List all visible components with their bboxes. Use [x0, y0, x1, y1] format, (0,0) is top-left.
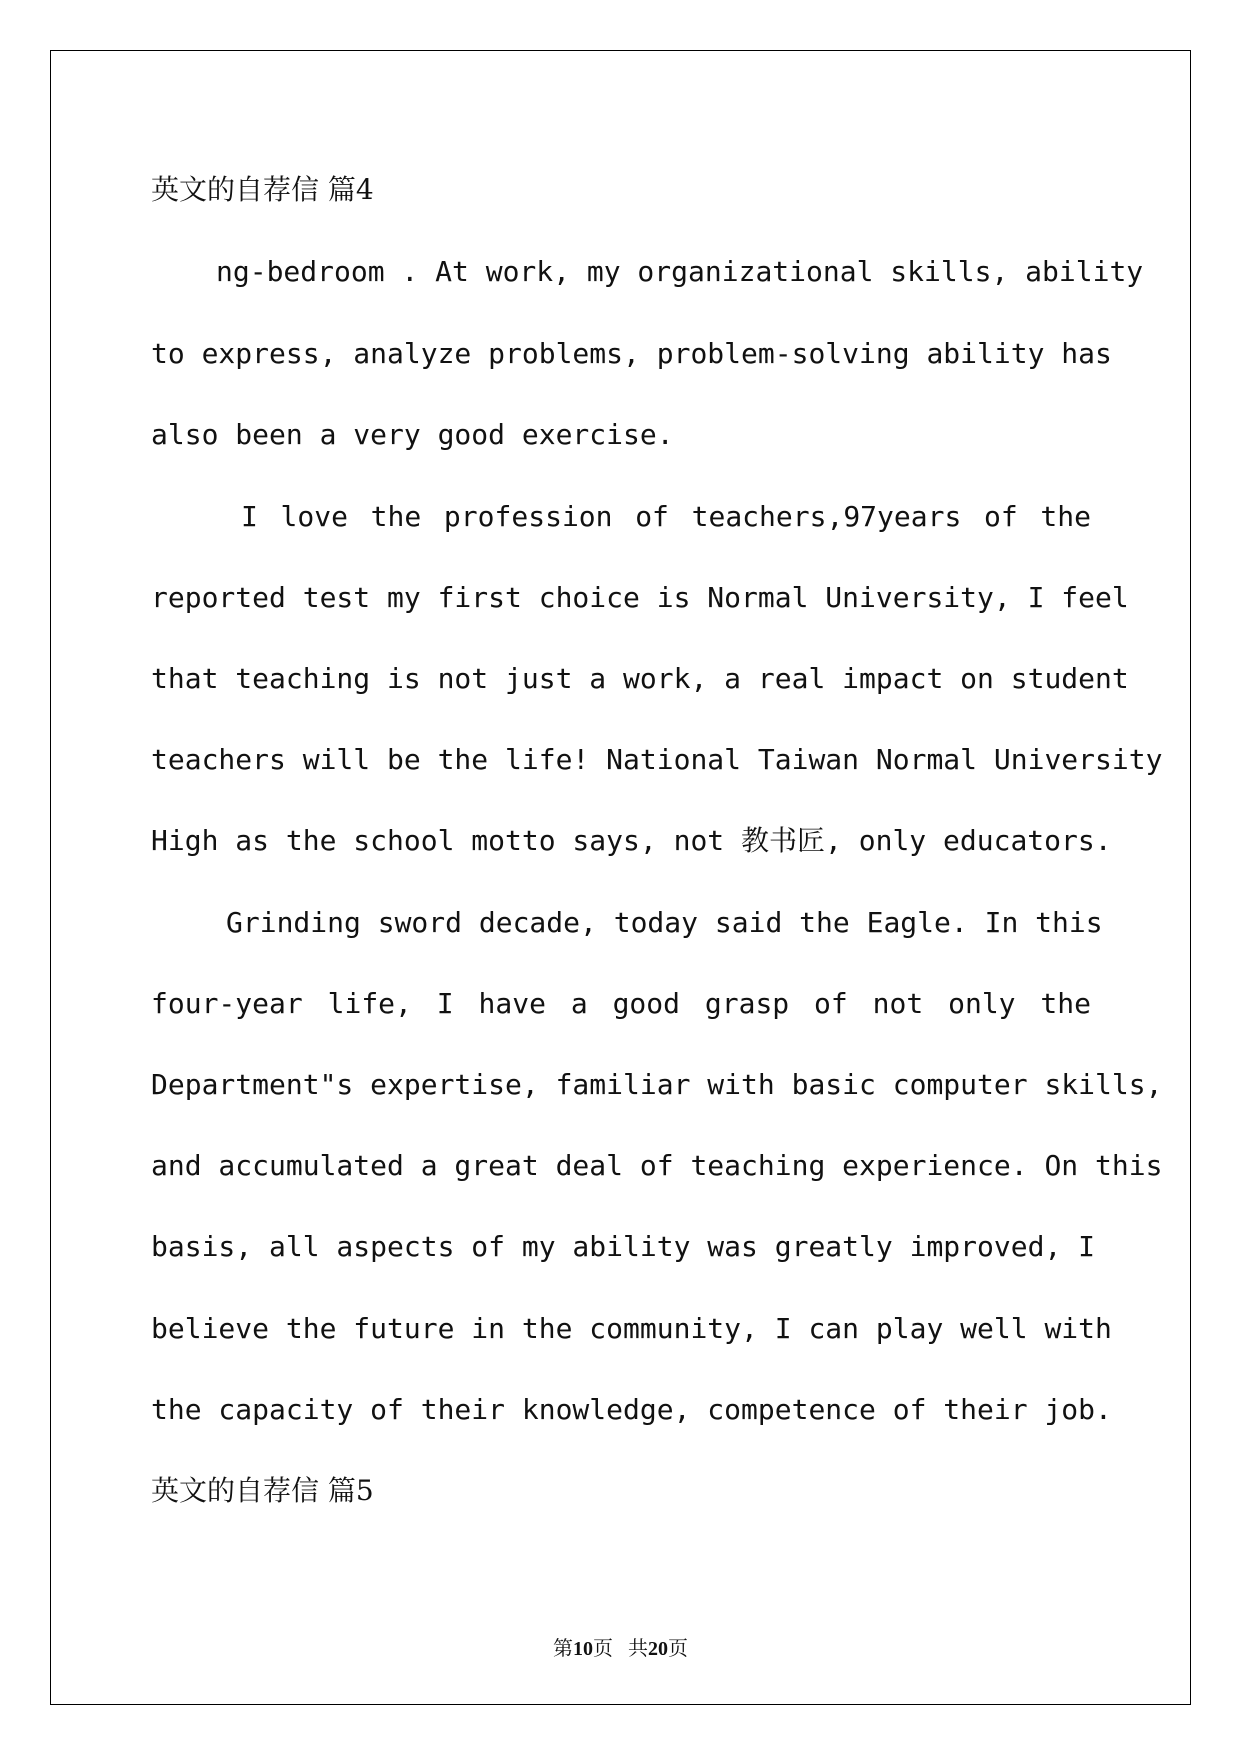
footer-prefix: 第 — [553, 1638, 573, 1660]
paragraph-2-line-1: I love the profession of teachers,97years of the — [241, 500, 1091, 533]
section-heading-5: 英文的自荐信 篇5 — [151, 1474, 374, 1507]
footer-total-pages: 20 — [648, 1638, 668, 1660]
paragraph-3-line-4: and accumulated a great deal of teaching experience. On this — [151, 1149, 1163, 1182]
paragraph-2-line-5: High as the school motto says, not 教书匠, only educators. — [151, 824, 1112, 857]
footer-page-number: 10 — [573, 1638, 593, 1660]
paragraph-3-line-6: believe the future in the community, I can play well with — [151, 1312, 1112, 1345]
footer-total-suffix: 页 — [668, 1638, 688, 1660]
paragraph-1-line-1: ng-bedroom . At work, my organizational skills, ability — [216, 255, 1144, 288]
paragraph-3-line-7: the capacity of their knowledge, competence of their job. — [151, 1393, 1112, 1426]
paragraph-2-line-4: teachers will be the life! National Taiwan Normal University — [151, 743, 1163, 776]
footer-page-suffix: 页 — [593, 1638, 613, 1660]
paragraph-3-line-1: Grinding sword decade, today said the Eagle. In this — [226, 906, 1103, 939]
paragraph-2-line-3: that teaching is not just a work, a real impact on student — [151, 662, 1129, 695]
paragraph-3-line-2: four-year life, I have a good grasp of not only the — [151, 987, 1091, 1020]
paragraph-3-line-3: Department"s expertise, familiar with basic computer skills, — [151, 1068, 1163, 1101]
paragraph-1-line-2: to express, analyze problems, problem-solving ability has — [151, 337, 1112, 370]
footer-total-prefix: 共 — [628, 1638, 648, 1660]
paragraph-1-line-3: also been a very good exercise. — [151, 418, 674, 451]
page-footer — [0, 1632, 1241, 1661]
paragraph-3-line-5: basis, all aspects of my ability was greatly improved, I — [151, 1230, 1096, 1263]
paragraph-2-line-2: reported test my first choice is Normal University, I feel — [151, 581, 1129, 614]
page-border — [50, 50, 1191, 1705]
section-heading-4: 英文的自荐信 篇4 — [151, 173, 374, 206]
